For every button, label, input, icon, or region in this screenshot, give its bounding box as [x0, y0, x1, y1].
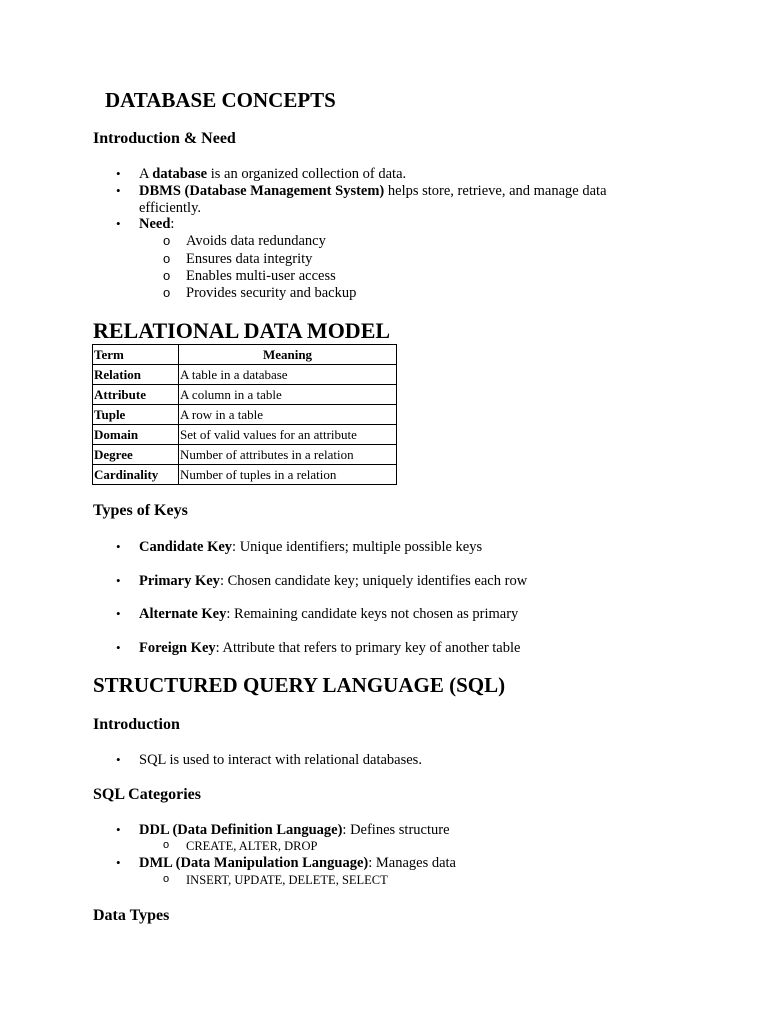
- sub-list-item: CREATE, ALTER, DROP: [186, 839, 318, 853]
- term-bold: Primary Key: [139, 573, 220, 589]
- list-item: [139, 855, 456, 872]
- column-header-term: Term: [93, 345, 179, 365]
- sub-bullet-icon: o: [163, 251, 171, 266]
- sub-bullet-icon: o: [163, 839, 170, 851]
- table-header-row: [93, 345, 397, 365]
- intro-heading: Introduction & Need: [93, 130, 236, 147]
- page-title: DATABASE CONCEPTS: [105, 88, 336, 112]
- bullet-icon: •: [116, 216, 121, 231]
- term-bold: Alternate Key: [139, 606, 227, 622]
- table-row: [93, 365, 397, 385]
- bullet-icon: •: [116, 752, 121, 767]
- table-row: [93, 445, 397, 465]
- term-bold: Foreign Key: [139, 640, 216, 656]
- meaning-cell: A table in a database: [179, 365, 397, 385]
- table-row: [93, 465, 397, 485]
- meaning-cell: Number of tuples in a relation: [179, 465, 397, 485]
- list-item: [139, 216, 174, 233]
- list-item: [139, 539, 482, 556]
- column-header-meaning: Meaning: [179, 345, 397, 365]
- list-item: [139, 606, 518, 623]
- list-item: [139, 640, 520, 657]
- sub-bullet-icon: o: [163, 268, 171, 283]
- term-bold: DML (Data Manipulation Language): [139, 855, 369, 871]
- text: : Chosen candidate key; uniquely identifies each row: [219, 573, 528, 589]
- keys-heading: Types of Keys: [93, 502, 188, 519]
- table-row: [93, 425, 397, 445]
- sub-bullet-icon: o: [163, 233, 171, 248]
- term-bold: Candidate Key: [139, 539, 233, 555]
- text: : Remaining candidate keys not chosen as primary: [226, 606, 519, 622]
- term-bold: DDL (Data Definition Language): [139, 822, 343, 838]
- text: A: [139, 166, 153, 182]
- sql-intro-heading: Introduction: [93, 716, 180, 733]
- text: : Defines structure: [342, 822, 450, 838]
- meaning-cell: Set of valid values for an attribute: [179, 425, 397, 445]
- sql-categories-heading: SQL Categories: [93, 786, 201, 803]
- text: : Manages data: [368, 855, 456, 871]
- bullet-icon: •: [116, 640, 121, 655]
- meaning-cell: Number of attributes in a relation: [179, 445, 397, 465]
- bullet-icon: •: [116, 183, 121, 198]
- text: : Attribute that refers to primary key of another table: [215, 640, 521, 656]
- data-types-heading: Data Types: [93, 907, 170, 924]
- list-item-continuation: efficiently.: [139, 200, 202, 216]
- term-bold: DBMS (Database Management System): [139, 183, 385, 199]
- sub-bullet-icon: o: [163, 873, 170, 885]
- bullet-icon: •: [116, 539, 121, 554]
- term-cell: Attribute: [93, 385, 179, 405]
- term-bold: database: [152, 166, 208, 182]
- meaning-cell: A row in a table: [179, 405, 397, 425]
- list-item: [139, 166, 406, 183]
- sub-bullet-icon: o: [163, 285, 171, 300]
- list-item: [139, 822, 450, 839]
- list-item: [139, 183, 607, 200]
- text: helps store, retrieve, and manage data: [384, 183, 607, 199]
- sql-heading: STRUCTURED QUERY LANGUAGE (SQL): [93, 673, 506, 697]
- term-bold: Need: [139, 216, 171, 232]
- sub-list-item: Avoids data redundancy: [186, 233, 326, 249]
- bullet-icon: •: [116, 606, 121, 621]
- bullet-icon: •: [116, 573, 121, 588]
- text: :: [170, 216, 175, 232]
- sub-list-item: Enables multi-user access: [186, 268, 336, 284]
- sub-list-item: Provides security and backup: [186, 285, 357, 301]
- list-item: SQL is used to interact with relational databases.: [139, 752, 422, 768]
- list-item: [139, 573, 527, 590]
- meaning-cell: A column in a table: [179, 385, 397, 405]
- sub-list-item: INSERT, UPDATE, DELETE, SELECT: [186, 873, 388, 887]
- term-cell: Tuple: [93, 405, 179, 425]
- table-row: [93, 385, 397, 405]
- term-cell: Domain: [93, 425, 179, 445]
- relational-terms-table: [92, 344, 397, 485]
- text: is an organized collection of data.: [207, 166, 407, 182]
- bullet-icon: •: [116, 166, 121, 181]
- term-cell: Degree: [93, 445, 179, 465]
- text: : Unique identifiers; multiple possible keys: [232, 539, 483, 555]
- term-cell: Cardinality: [93, 465, 179, 485]
- bullet-icon: •: [116, 822, 121, 837]
- bullet-icon: •: [116, 855, 121, 870]
- relational-heading: RELATIONAL DATA MODEL: [93, 318, 391, 343]
- term-cell: Relation: [93, 365, 179, 385]
- sub-list-item: Ensures data integrity: [186, 251, 313, 267]
- table-row: [93, 405, 397, 425]
